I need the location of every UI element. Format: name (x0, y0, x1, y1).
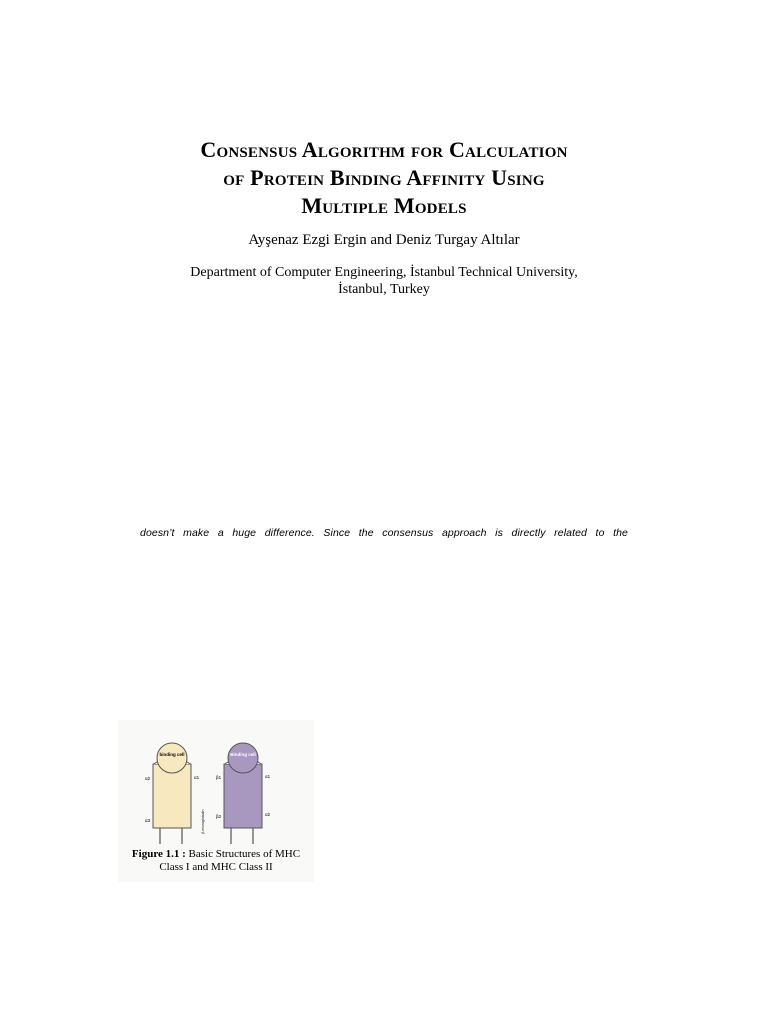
body-text-snippet: doesn’t make a huge difference. Since the consensus approach is directly related to the (140, 527, 628, 539)
class-i-label-a1: α1 (194, 775, 200, 780)
caption-label: Figure 1.1 : (131, 848, 186, 860)
class-ii-label-b1: β1 (216, 775, 222, 780)
class-i-body (153, 764, 191, 828)
class-i-side-label: β-microglobulin (201, 809, 205, 834)
class-i-label-a2: α2 (145, 776, 151, 781)
mhc-class-ii (216, 743, 271, 844)
affiliation (84, 264, 684, 298)
class-i-binding-cell (157, 743, 187, 773)
class-ii-label-a1: α1 (265, 774, 271, 779)
caption-line-1 (118, 848, 314, 861)
class-ii-head-label: Binding cell (230, 752, 256, 757)
caption-text-2: Class I and MHC Class II (159, 861, 273, 873)
figure-caption (118, 848, 314, 874)
mhc-class-i (145, 743, 205, 844)
affiliation-line-2: İstanbul, Turkey (338, 282, 430, 297)
mhc-diagram (118, 720, 314, 850)
class-i-label-a3: α3 (145, 818, 151, 823)
class-ii-body (224, 764, 262, 828)
title-line-1: Consensus Algorithm for Calculation (200, 137, 568, 162)
class-i-head-label: binding cell (159, 752, 185, 757)
authors: Ayşenaz Ezgi Ergin and Deniz Turgay Altılar (248, 232, 520, 248)
title-line-2: of Protein Binding Affinity Using (223, 165, 545, 190)
title-line-3: Multiple Models (301, 193, 467, 218)
affiliation-line-1: Department of Computer Engineering, İstanbul Technical University, (190, 265, 578, 280)
class-ii-binding-cell (228, 743, 258, 773)
class-ii-label-b2: β2 (216, 814, 222, 819)
caption-text-1: Basic Structures of MHC (188, 848, 301, 860)
paper-title (84, 136, 684, 220)
class-ii-label-a2: α2 (265, 812, 271, 817)
